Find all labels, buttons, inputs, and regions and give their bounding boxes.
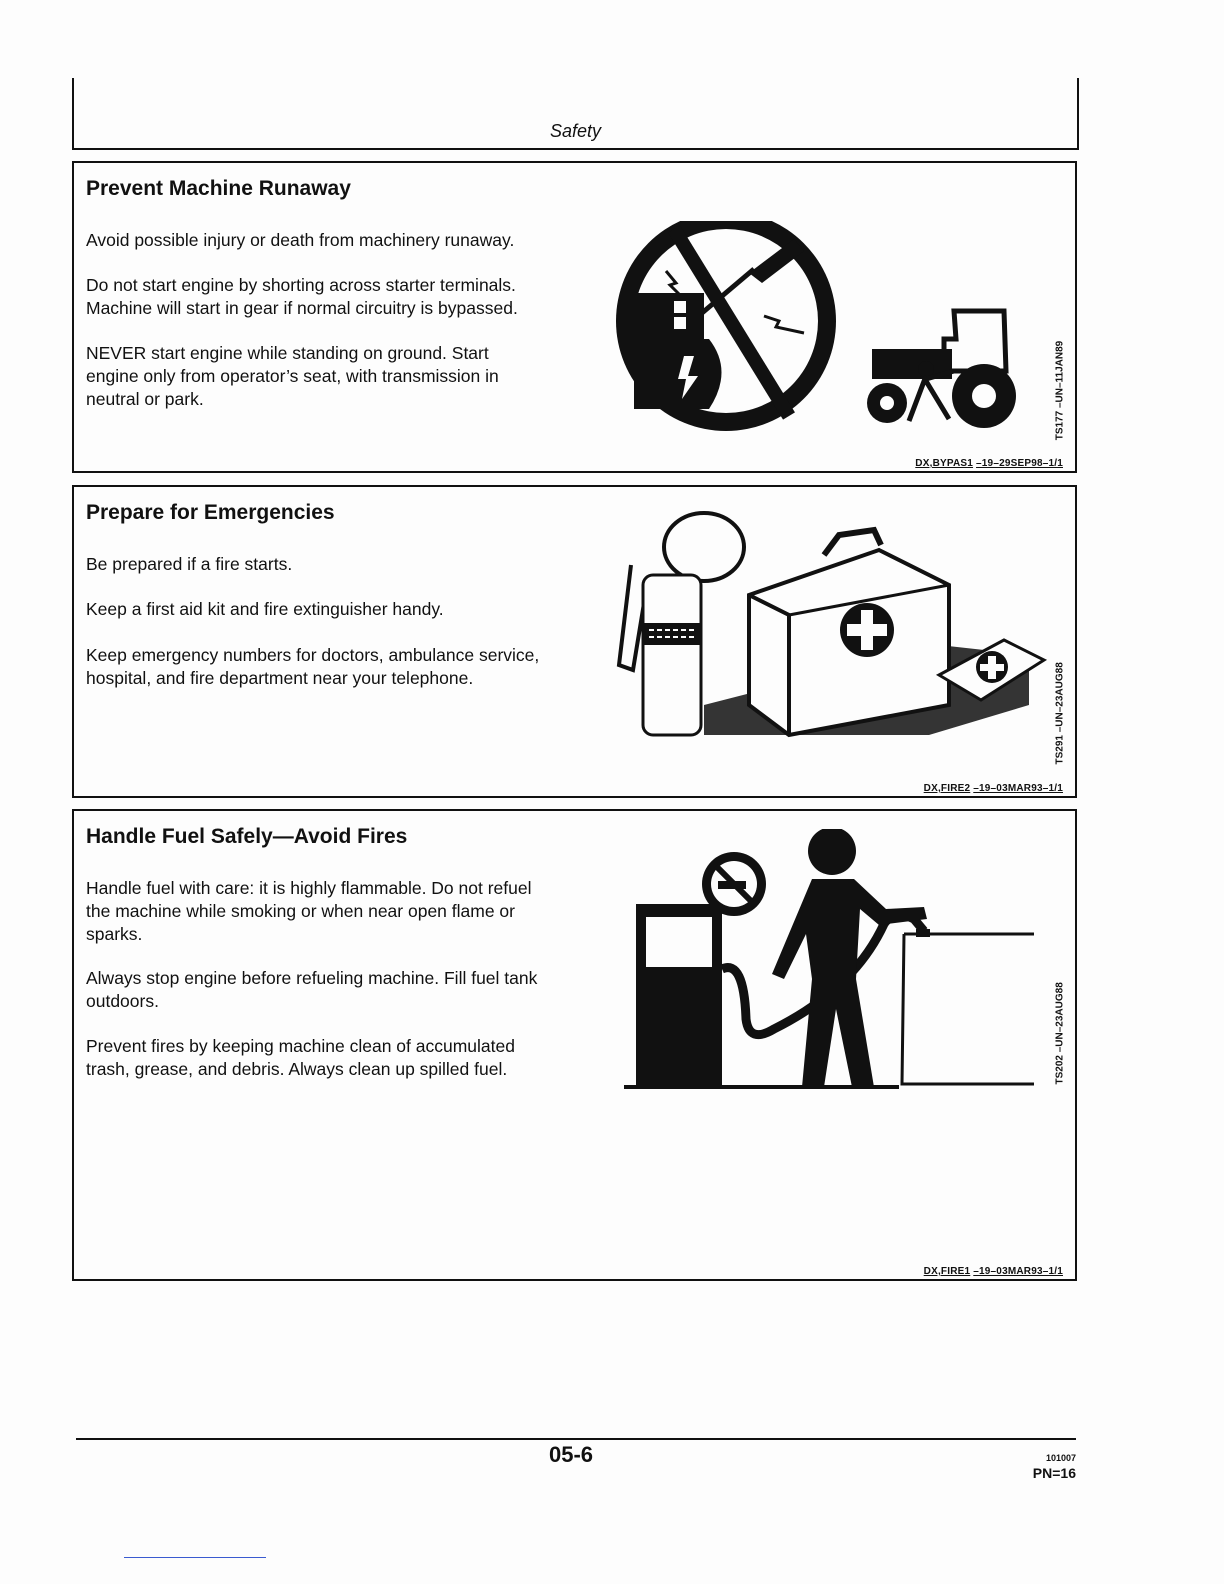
- paragraph: Handle fuel with care: it is highly flammable. Do not refuel the machine while smoking or when near open flame or sparks.: [86, 878, 532, 944]
- paragraph: Do not start engine by shorting across starter terminals. Machine will start in gear if normal circuitry is bypassed.: [86, 275, 518, 318]
- section-prepare-for-emergencies: [72, 485, 1077, 798]
- figure-code: TS202 –UN–23AUG88: [1054, 982, 1066, 1085]
- page-number: 05-6: [549, 1442, 594, 1467]
- reference-code: [924, 783, 1063, 794]
- reference-id: DX,FIRE1: [923, 1266, 971, 1277]
- reference-id: DX,FIRE2: [923, 783, 971, 794]
- section-prevent-machine-runaway: [72, 161, 1077, 473]
- reference-code: [915, 458, 1063, 469]
- bottom-blue-line: [124, 1557, 266, 1558]
- section-title: Handle Fuel Safely—Avoid Fires: [86, 825, 408, 848]
- document-code: 101007: [1045, 1453, 1076, 1463]
- section-handle-fuel-safely: [72, 809, 1077, 1281]
- paragraph: Always stop engine before refueling machine. Fill fuel tank outdoors.: [86, 968, 538, 1011]
- header-title: Safety: [549, 121, 602, 141]
- page-header: [72, 78, 1079, 150]
- paragraph: Keep a first aid kit and fire extinguisher handy.: [86, 599, 444, 619]
- reference-suffix: –19–03MAR93–1/1: [973, 1266, 1063, 1277]
- paragraph: Prevent fires by keeping machine clean of accumulated trash, grease, and debris. Always clean up spilled fuel.: [86, 1036, 515, 1079]
- footer-rule: [76, 1438, 1076, 1440]
- refueling-illustration: [624, 829, 1044, 1094]
- reference-id: DX,BYPAS1: [915, 458, 974, 469]
- figure-code: TS177 –UN–11JAN89: [1054, 340, 1066, 441]
- reference-suffix: –19–03MAR93–1/1: [973, 783, 1063, 794]
- paragraph: NEVER start engine while standing on ground. Start engine only from operator’s seat, with transmission in neutral or park.: [86, 343, 499, 409]
- paragraph: Keep emergency numbers for doctors, ambulance service, hospital, and fire department near your telephone.: [86, 645, 540, 688]
- paragraph: Avoid possible injury or death from machinery runaway.: [86, 230, 515, 250]
- figure-code: TS291 –UN–23AUG88: [1054, 662, 1066, 765]
- machine-runaway-illustration: [604, 221, 1044, 446]
- part-number: PN=16: [1032, 1465, 1076, 1481]
- reference-suffix: –19–29SEP98–1/1: [976, 458, 1063, 469]
- paragraph: Be prepared if a fire starts.: [86, 554, 293, 574]
- section-title: Prepare for Emergencies: [86, 501, 335, 524]
- reference-code: [924, 1266, 1063, 1277]
- emergency-kit-illustration: [609, 505, 1049, 745]
- section-title: Prevent Machine Runaway: [86, 177, 351, 200]
